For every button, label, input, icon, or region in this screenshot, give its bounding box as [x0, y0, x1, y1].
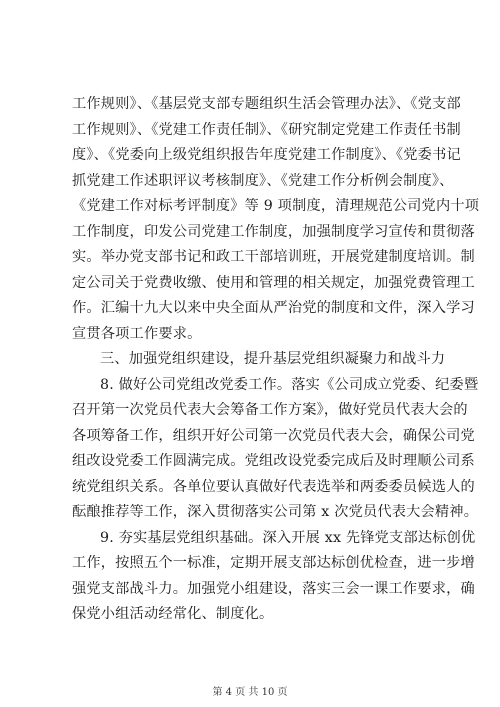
paragraph-line: 9. 夯实基层党组织基础。深入开展 xx 先锋党支部达标创优 — [100, 529, 476, 546]
paragraph-line: 作。汇编十九大以来中央全面从严治党的制度和文件，深入学习 — [72, 300, 475, 316]
paragraph-line: 酝酿推荐等工作，深入贯彻落实公司第 x 次党员代表大会精神。 — [72, 504, 479, 520]
paragraph-line: 宣贯各项工作要求。 — [72, 325, 202, 342]
paragraph-line: 实。举办党支部书记和政工干部培训班，开展党建制度培训。制 — [72, 249, 475, 265]
paragraph-line: 各项筹备工作，组织开好公司第一次党员代表大会，确保公司党 — [72, 427, 475, 444]
paragraph-line: 统党组织关系。各单位要认真做好代表选举和两委委员候选人的 — [72, 478, 475, 495]
document-body — [72, 92, 480, 628]
paragraph-line: 工作，按照五个一标准，定期开展支部达标创优检查，进一步增 — [72, 555, 475, 571]
paragraph-line: 《党建工作对标考评制度》等 9 项制度，清理规范公司党内十项 — [72, 198, 480, 214]
paragraph-line: 工作规则》、《基层党支部专题组织生活会管理办法》、《党支部 — [72, 96, 461, 112]
paragraph-line: 工作制度，印发公司党建工作制度，加强制度学习宣传和贯彻落 — [72, 223, 475, 240]
section-heading: 三、加强党组织建设，提升基层党组织凝聚力和战斗力 — [100, 351, 446, 367]
paragraph-line: 保党小组活动经常化、制度化。 — [72, 606, 274, 622]
paragraph-line: 工作规则》、《党建工作责任制》、《研究制定党建工作责任书制 — [72, 121, 461, 138]
paragraph-line: 抓党建工作述职评议考核制度》、《党建工作分析例会制度》、 — [72, 172, 454, 189]
paragraph-line: 强党支部战斗力。加强党小组建设，落实三会一课工作要求，确 — [72, 580, 475, 597]
paragraph-line: 8. 做好公司党组改党委工作。落实《公司成立党委、纪委暨 — [100, 376, 479, 393]
page-number-footer: 第 4 页 共 10 页 — [212, 687, 288, 698]
paragraph-line: 召开第一次党员代表大会筹备工作方案》，做好党员代表大会的 — [72, 402, 468, 418]
paragraph-line: 定公司关于党费收缴、使用和管理的相关规定，加强党费管理工 — [72, 274, 475, 291]
paragraph-line: 度》、《党委向上级党组织报告年度党建工作制度》、《党委书记 — [72, 147, 461, 163]
paragraph-line: 组改设党委工作圆满完成。党组改设党委完成后及时理顺公司系 — [72, 453, 475, 469]
